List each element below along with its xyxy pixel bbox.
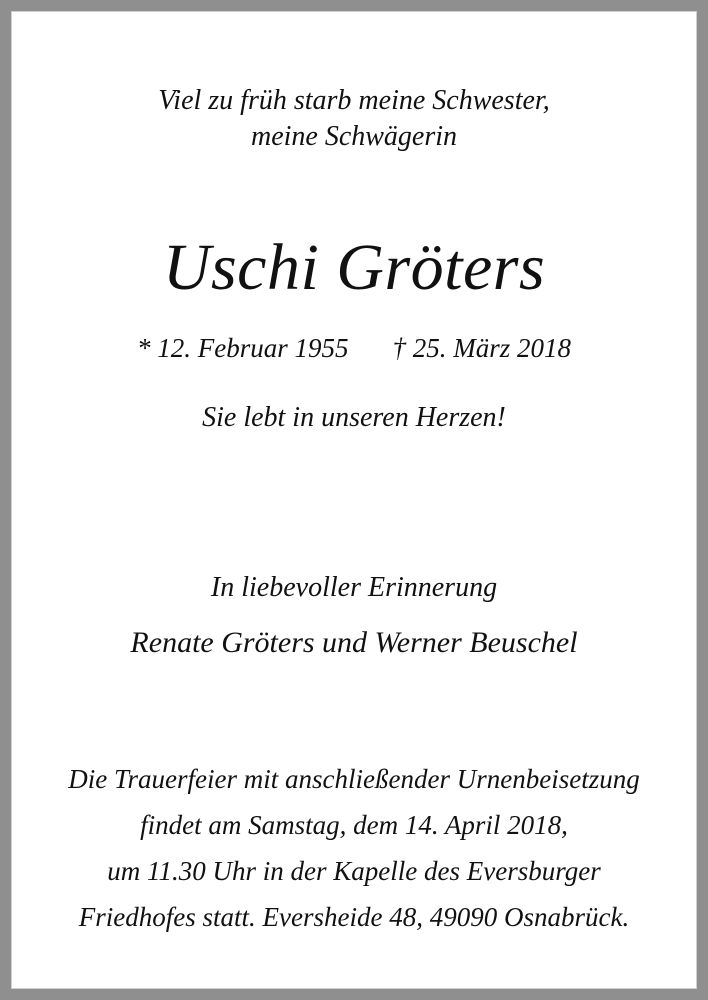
deceased-name: Uschi Gröters xyxy=(162,231,546,304)
ceremony-line-2: findet am Samstag, dem 14. April 2018, xyxy=(140,810,568,840)
death-date: † 25. März 2018 xyxy=(392,333,571,363)
intro-line-2: meine Schwägerin xyxy=(250,121,458,152)
mourners-text: Renate Gröters und Werner Beuschel xyxy=(130,626,578,659)
intro-line-1: Viel zu früh starb meine Schwester, xyxy=(158,85,550,116)
ceremony-line-1: Die Trauerfeier mit anschließender Urnenbeisetzung xyxy=(68,764,640,794)
mourners-names xyxy=(0,623,708,663)
birth-date: * 12. Februar 1955 xyxy=(136,333,349,363)
life-dates xyxy=(0,330,708,366)
ceremony-details xyxy=(0,756,708,940)
ceremony-line-3: um 11.30 Uhr in der Kapelle des Eversburger xyxy=(107,856,601,886)
ceremony-line-4: Friedhofes statt. Eversheide 48, 49090 Osnabrück. xyxy=(78,902,630,932)
intro-text xyxy=(0,83,708,155)
memory-line: In liebevoller Erinnerung xyxy=(210,572,498,603)
motto-text: Sie lebt in unseren Herzen! xyxy=(202,402,506,433)
